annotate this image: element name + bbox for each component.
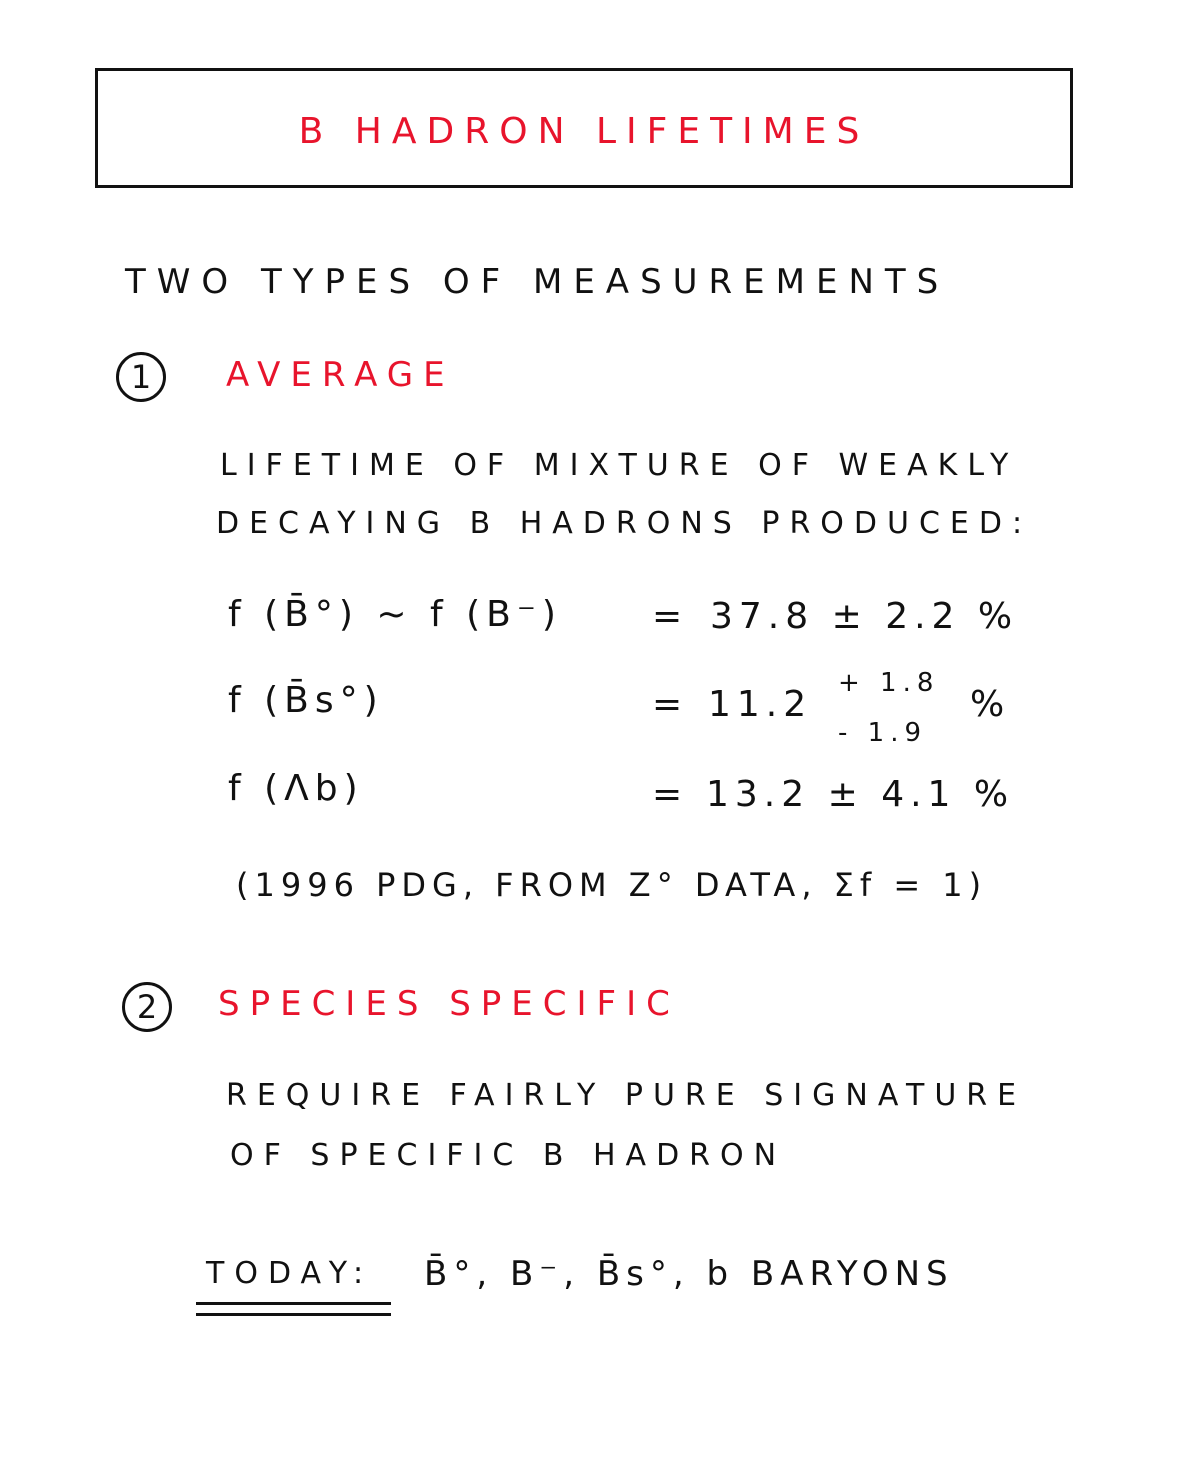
section-2-number-badge — [122, 982, 172, 1032]
section-2-description-line-1: REQUIRE FAIRLY PURE SIGNATURE — [226, 1078, 1027, 1113]
today-double-underline — [196, 1302, 391, 1316]
fraction-value-bs0: 11.2 — [708, 684, 813, 725]
fraction-plus-error-bs0: + 1.8 — [838, 668, 940, 698]
section-1-number-badge — [116, 352, 166, 402]
fraction-equals-bs0: = — [652, 684, 689, 725]
fraction-minus-error-bs0: - 1.9 — [838, 718, 927, 748]
page-title: B HADRON LIFETIMES — [298, 111, 870, 152]
section-2-number: 2 — [136, 988, 158, 1026]
fraction-lhs-b0-bminus: f (B̄°) ~ f (B⁻) — [228, 594, 562, 635]
intro-heading: TWO TYPES OF MEASUREMENTS — [125, 262, 950, 302]
today-label: TODAY: — [206, 1256, 374, 1291]
fraction-lhs-bs0: f (B̄s°) — [228, 680, 384, 721]
fraction-value-b0-bminus: 37.8 ± 2.2 % — [710, 596, 1019, 637]
section-1-description-line-1: LIFETIME OF MIXTURE OF WEAKLY — [220, 448, 1019, 483]
section-2-label: SPECIES SPECIFIC — [218, 984, 680, 1024]
section-1-description-line-2: DECAYING B HADRONS PRODUCED: — [216, 506, 1033, 541]
fraction-unit-bs0: % — [970, 684, 1011, 725]
today-items: B̄°, B⁻, B̄s°, b BARYONS — [424, 1254, 954, 1294]
section-1-label: AVERAGE — [226, 355, 455, 395]
source-note: (1996 PDG, FROM Z° DATA, Σf = 1) — [236, 866, 988, 904]
fraction-lhs-lambda-b: f (Λb) — [228, 768, 364, 809]
fraction-value-lambda-b: 13.2 ± 4.1 % — [706, 774, 1015, 815]
section-2-description-line-2: OF SPECIFIC B HADRON — [230, 1138, 787, 1173]
fraction-equals-b0-bminus: = — [652, 596, 689, 637]
title-box — [95, 68, 1073, 188]
fraction-equals-lambda-b: = — [652, 774, 689, 815]
section-1-number: 1 — [130, 358, 152, 396]
